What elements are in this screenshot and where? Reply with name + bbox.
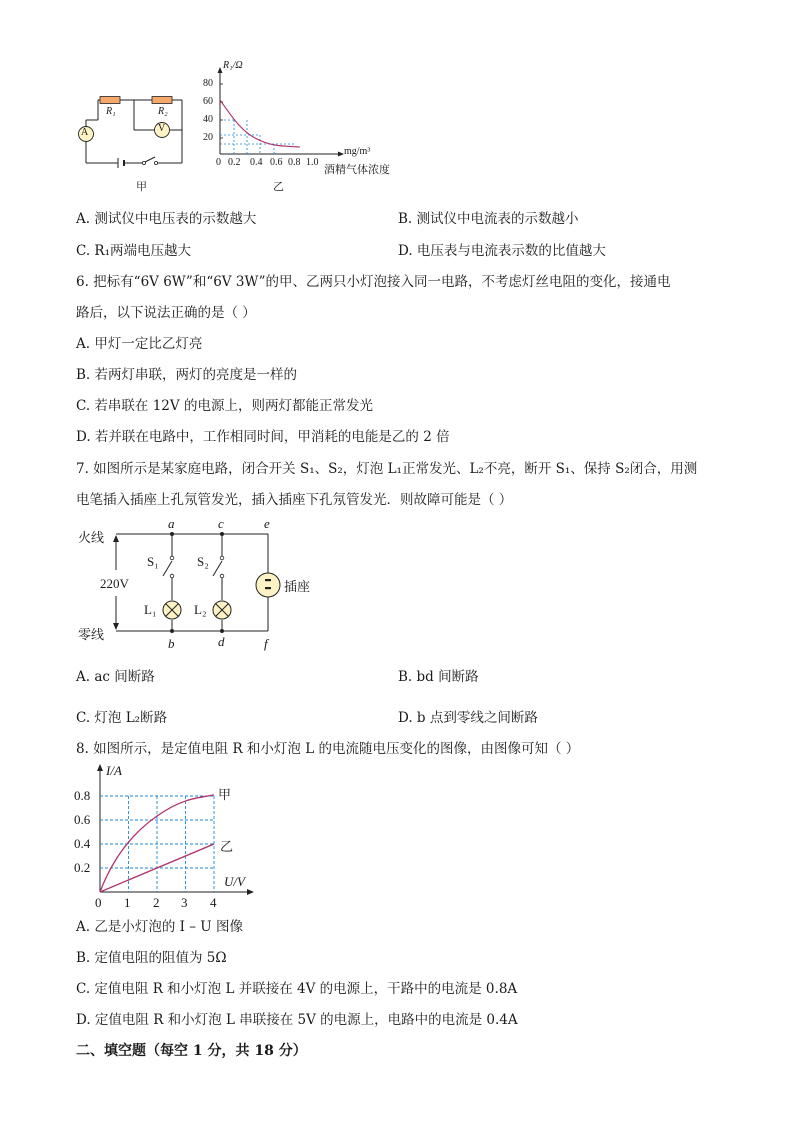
section-heading: 二、填空题（每空 1 分，共 18 分） <box>76 1043 307 1059</box>
live-wire-label: 火线 <box>78 531 105 546</box>
r2-label: R₂ <box>158 106 168 117</box>
q7-stem-line2: 电笔插入插座上孔氖管发光，插入插座下孔氖管发光．则故障可能是（ ） <box>76 492 513 508</box>
q5-ytick: 20 <box>203 132 213 143</box>
voltmeter-label: V <box>158 123 166 134</box>
q8-xtick: 0 <box>95 895 102 910</box>
circuit-caption: 甲 <box>136 180 147 193</box>
q5-xtick: 0.6 <box>270 157 283 168</box>
l1-label: L₁ <box>144 602 157 617</box>
q8-ytick: 0.4 <box>74 836 91 851</box>
q7-option-c: C. 灯泡 L₂断路 <box>76 710 168 726</box>
q6-option-a: A. 甲灯一定比乙灯亮 <box>76 336 203 352</box>
line-yi-label: 乙 <box>220 840 234 855</box>
q6-stem-line1: 6. 把标有“6V 6W”和“6V 3W”的甲、乙两只小灯泡接入同一电路，不考虑灯丝电阻的变化，接通电 <box>76 274 671 290</box>
q8-ytick: 0.2 <box>74 860 91 875</box>
q5-xtick: 0.8 <box>288 157 301 168</box>
r1-label: R₁ <box>106 106 116 117</box>
ammeter-label: A <box>81 127 89 138</box>
switch-s1-icon <box>170 556 174 560</box>
q5-xlabel: 酒精气体浓度 <box>324 163 390 176</box>
curve-jia-label: 甲 <box>218 788 232 803</box>
node-b-label: b <box>168 636 175 651</box>
s2-label: S₂ <box>197 554 209 569</box>
q5-xtick: 0.4 <box>250 157 263 168</box>
q5-xtick: 1.0 <box>306 157 319 168</box>
node-a-label: a <box>168 516 175 531</box>
q5-ytick: 60 <box>203 96 213 107</box>
q5-circuit-figure <box>74 88 194 196</box>
q8-xtick: 3 <box>181 895 188 910</box>
q5-curve <box>220 100 300 147</box>
node-e-label: e <box>264 516 270 531</box>
q8-xtick: 2 <box>153 895 160 910</box>
node-c-label: c <box>218 516 224 531</box>
q8-option-a: A. 乙是小灯泡的 I – U 图像 <box>76 919 243 935</box>
q8-ytick: 0.8 <box>74 788 91 803</box>
q5-circuit-diagram <box>74 88 194 196</box>
q8-option-b: B. 定值电阻的阻值为 5Ω <box>76 950 227 966</box>
q5-ytick: 40 <box>203 114 213 125</box>
q8-xtick: 1 <box>124 895 131 910</box>
q5-option-c: C. R₁两端电压越大 <box>76 243 192 259</box>
q5-graph-figure <box>200 58 410 196</box>
q5-xunit: mg/m³ <box>344 146 371 157</box>
q8-option-c: C. 定值电阻 R 和小灯泡 L 并联接在 4V 的电源上，干路中的电流是 0.8A <box>76 981 518 997</box>
q8-xlabel: U/V <box>224 874 245 889</box>
q7-option-d: D. b 点到零线之间断路 <box>398 710 538 726</box>
voltage-label: 220V <box>100 576 129 591</box>
q6-option-d: D. 若并联在电路中，工作相同时间，甲消耗的电能是乙的 2 倍 <box>76 429 450 445</box>
l2-label: L₂ <box>194 602 207 617</box>
q8-xtick: 4 <box>210 895 217 910</box>
resistor-r2 <box>152 97 172 104</box>
s1-label: S₁ <box>147 554 159 569</box>
q7-stem-line1: 7. 如图所示是某家庭电路，闭合开关 S₁、S₂，灯泡 L₁正常发光、L₂不亮，断开 S₁、保持 S₂闭合，用测 <box>76 461 698 477</box>
q5-option-d: D. 电压表与电流表示数的比值越大 <box>398 243 606 259</box>
lamp-l1-icon <box>163 601 181 619</box>
node-d-label: d <box>218 634 225 649</box>
q8-option-d: D. 定值电阻 R 和小灯泡 L 串联接在 5V 的电源上，电路中的电流是 0.4A <box>76 1012 518 1028</box>
q5-option-a: A. 测试仪中电压表的示数越大 <box>76 211 257 227</box>
q5-graph-ylabel: R₁/Ω <box>223 60 243 71</box>
q8-grid <box>100 796 214 892</box>
q8-ylabel: I/A <box>106 763 122 778</box>
q7-circuit-figure <box>76 516 336 656</box>
switch-s2-icon <box>220 556 224 560</box>
q8-stem: 8. 如图所示，是定值电阻 R 和小灯泡 L 的电流随电压变化的图像，由图像可知（ ） <box>76 741 580 757</box>
q7-option-b: B. bd 间断路 <box>398 669 479 685</box>
q6-option-c: C. 若串联在 12V 的电源上，则两灯都能正常发光 <box>76 398 373 414</box>
node-f-label: f <box>264 636 268 651</box>
q8-ytick: 0.6 <box>74 812 91 827</box>
q6-option-b: B. 若两灯串联，两灯的亮度是一样的 <box>76 367 298 383</box>
lamp-l2-icon <box>213 601 231 619</box>
neutral-wire-label: 零线 <box>78 628 105 643</box>
graph-caption: 乙 <box>273 180 284 193</box>
q5-option-b: B. 测试仪中电流表的示数越小 <box>398 211 579 227</box>
q5-xtick: 0 <box>216 157 221 168</box>
socket-label: 插座 <box>284 580 311 595</box>
socket-icon <box>256 573 280 597</box>
q6-stem-line2: 路后，以下说法正确的是（ ） <box>76 305 256 321</box>
q5-xtick: 0.2 <box>228 157 241 168</box>
q8-graph-figure <box>74 760 254 914</box>
resistor-r1 <box>100 97 120 104</box>
q7-option-a: A. ac 间断路 <box>76 669 155 685</box>
q5-ytick: 80 <box>203 78 213 89</box>
